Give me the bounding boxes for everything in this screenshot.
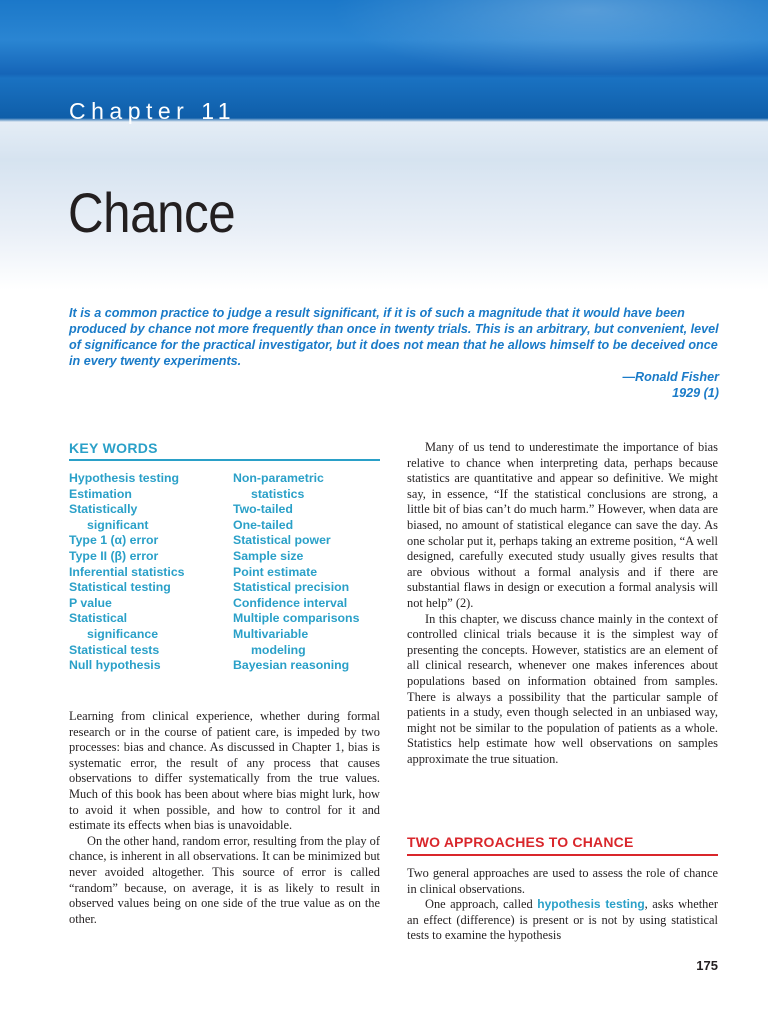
paragraph-text: One approach, called	[425, 897, 538, 912]
key-word: Statistical precision	[233, 580, 350, 595]
key-word: Sample size	[233, 548, 304, 563]
key-words-column-2	[233, 471, 393, 674]
epigraph-year: 1929 (1)	[672, 386, 719, 400]
page-number: 175	[696, 958, 718, 973]
key-word: Statistical	[69, 611, 128, 626]
epigraph-author: —Ronald Fisher	[622, 370, 719, 384]
key-word: Statistically	[69, 502, 138, 517]
body-paragraph: Two general approaches are used to assess the role of chance in clinical observations.	[407, 866, 718, 896]
key-word: statistics	[251, 486, 305, 501]
banner-decoration	[0, 0, 768, 76]
key-word: Bayesian reasoning	[233, 658, 350, 673]
key-words-column-1	[69, 471, 229, 674]
key-word: Statistical testing	[69, 580, 171, 595]
key-word: P value	[69, 595, 112, 610]
body-paragraph: Many of us tend to underestimate the importance of bias relative to chance when interpreting data, perhaps because statistics are quantitative and appear so definitive. We might say, in essence, “If the statistical conclusions are strong, a little bit of bias can’t do much harm.” However, when data are biased, no amount of statistical elegance can save the day. As one scholar put it, perhaps taking an extreme position, “A well designed, carefully executed study usually gives results that are obvious without a formal analysis and if there are substantial flaws in design or execution a formal analysis will not help” (2).	[407, 440, 718, 610]
chapter-label: Chapter 11	[69, 98, 237, 124]
body-paragraph: On the other hand, random error, resulting from the play of chance, is inherent in all observations. It can be minimized but never avoided altogether. This source of error is called “random” because, on average, it is as likely to result in observed values being on one side of the true value as on the other.	[69, 833, 380, 926]
epigraph	[69, 305, 719, 401]
key-word: One-tailed	[233, 517, 294, 532]
section-body	[407, 866, 718, 944]
body-paragraph: Learning from clinical experience, whether during formal research or in the course of patient care, is impeded by two processes: bias and chance. As discussed in Chapter 1, bias is systematic error, the result of any process that causes observations to differ systematically from the true values. Much of this book has been about where bias might lurk, how to avoid it when possible, and how to control for it and estimate its effects when bias is unavoidable.	[69, 709, 380, 833]
key-word: Statistical tests	[69, 642, 160, 657]
key-word: modeling	[251, 642, 306, 657]
key-word: Estimation	[69, 486, 132, 501]
body-paragraph	[407, 897, 718, 944]
key-word: Hypothesis testing	[69, 471, 180, 485]
right-column-body	[407, 440, 718, 767]
key-word: Point estimate	[233, 564, 318, 579]
key-words-heading: KEY WORDS	[69, 440, 158, 456]
key-word: significant	[87, 517, 149, 532]
section-heading: TWO APPROACHES TO CHANCE	[407, 834, 634, 850]
section-rule	[407, 854, 718, 856]
key-word: Confidence interval	[233, 595, 348, 610]
key-word: Multivariable	[233, 626, 309, 641]
paragraph-text: , asks whether an effect (difference) is present or is not by using statistical tests to examine the hypothesis	[407, 897, 718, 943]
key-word: Non-parametric	[233, 471, 324, 485]
key-word: Type 1 (α) error	[69, 533, 159, 548]
key-word: Inferential statistics	[69, 564, 185, 579]
key-word: significance	[87, 626, 159, 641]
key-word: Two-tailed	[233, 502, 293, 517]
chapter-title: Chance	[68, 181, 236, 244]
chapter-banner	[0, 0, 768, 290]
key-word: Statistical power	[233, 533, 331, 548]
key-words-rule	[69, 459, 380, 461]
key-word: Null hypothesis	[69, 658, 161, 673]
key-word: Type II (β) error	[69, 548, 159, 563]
highlighted-term: hypothesis testing	[537, 897, 645, 912]
epigraph-quote: It is a common practice to judge a result significant, if it is of such a magnitude that it would have been produced by chance not more frequently than once in twenty trials. This is an arbitrary, but convenient, level of significance for the practical investigator, but it does not mean that he allows himself to be deceived once in every twenty experiments.	[69, 306, 719, 368]
key-word: Multiple comparisons	[233, 611, 360, 626]
body-paragraph: In this chapter, we discuss chance mainly in the context of controlled clinical trials because it is the simplest way of presenting the concepts. However, statistics are an element of all clinical research, whenever one makes inferences about populations based on information obtained from samples. There is always a possibility that the particular sample of patients in a study, even though selected in an unbiased way, might not be similar to the population of patients as a whole. Statistics help estimate how well observations on samples approximate the true situation.	[407, 611, 718, 766]
left-column-body	[69, 709, 380, 927]
